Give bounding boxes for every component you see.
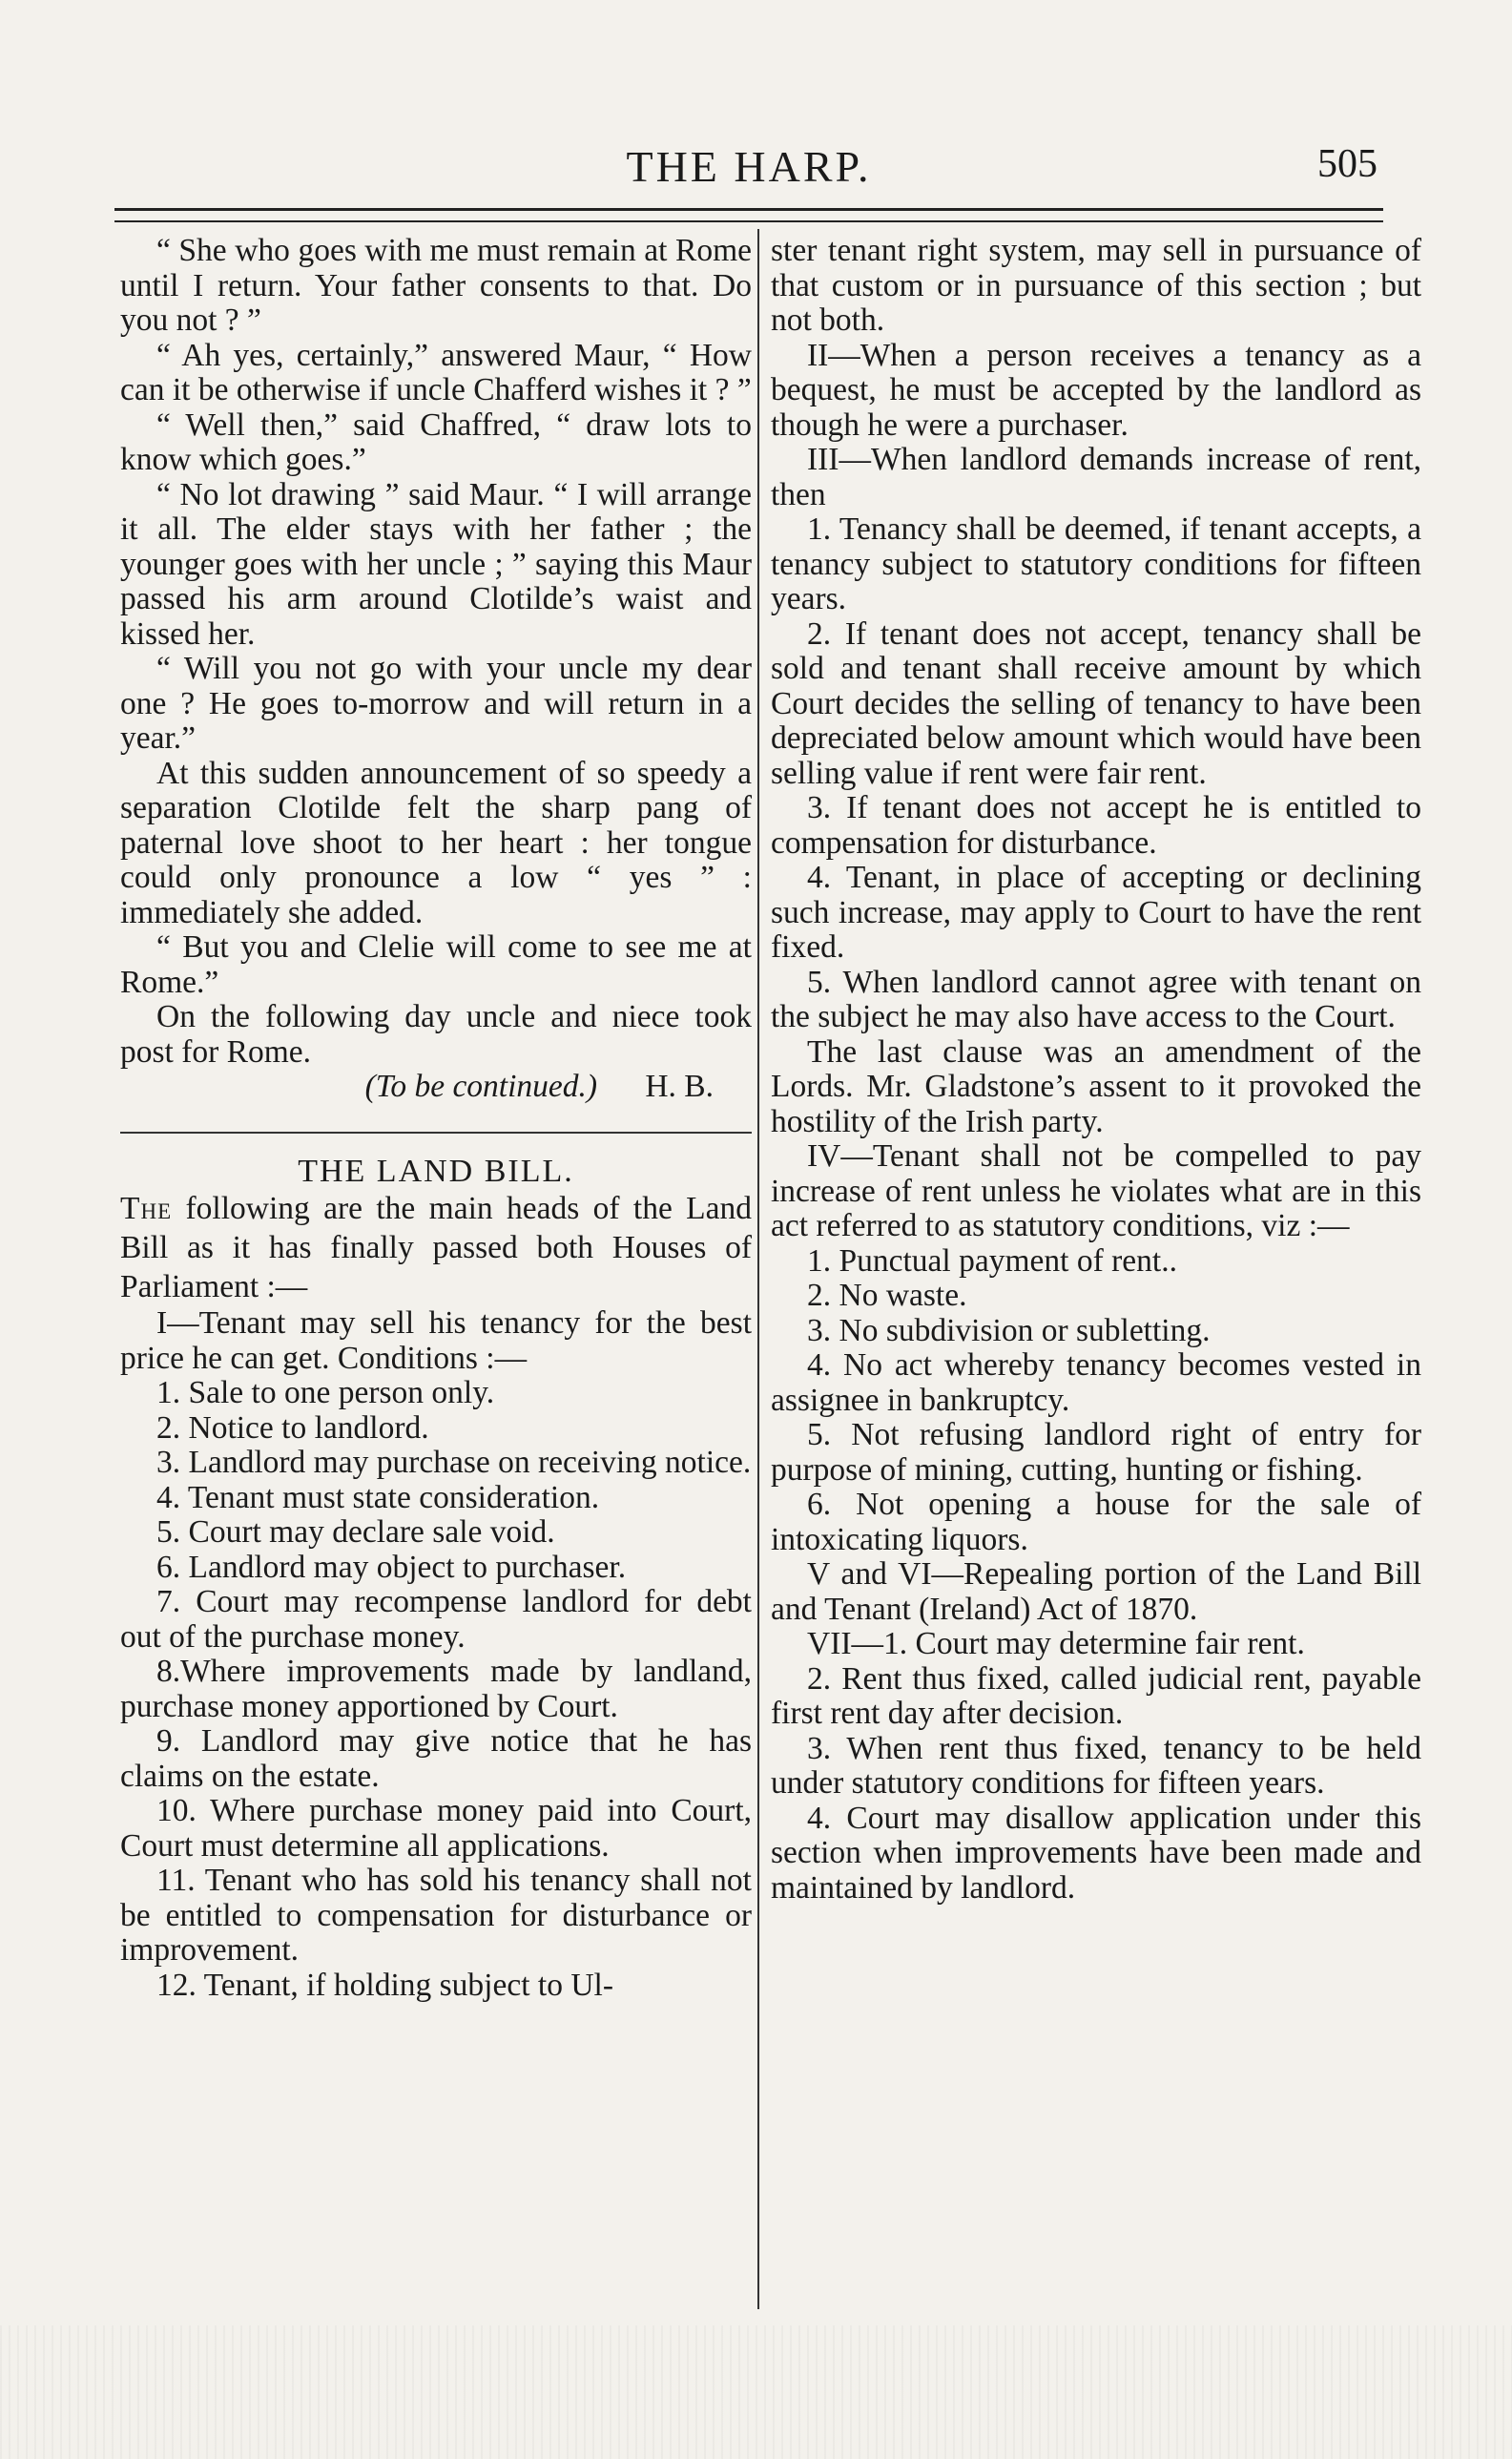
right-paragraph: 2. No waste. [807,1278,967,1313]
publication-title: THE HARP. [626,142,872,191]
condition-item: 1. Sale to one person only. [156,1375,495,1410]
story-paragraph: “ No lot drawing ” said Maur. “ I will arrange it all. The elder stays with her father ; the younger goes with her uncle ; ” saying this Maur passed his arm around Clotilde’s waist and kissed her. [120,476,752,652]
right-paragraph: 4. Court may disallow application under this section when improvements have been made and maintained by landlord. [771,1800,1421,1906]
right-paragraph: 5. Not refusing landlord right of entry for purpose of mining, cutting, hunting or fishing. [771,1417,1421,1488]
column-divider [757,229,759,2309]
right-paragraph: ster tenant right system, may sell in pursuance of that custom or in pursuance of this section ; but not both. [771,233,1421,338]
story-paragraph: “ Well then,” said Chaffred, “ draw lots to know which goes.” [120,406,752,477]
condition-item: 3. Landlord may purchase on receiving notice. [156,1445,752,1480]
right-paragraph: 5. When landlord cannot agree with tenant on the subject he may also have access to the Court. [771,964,1421,1034]
to-be-continued: (To be continued.) [364,1069,598,1104]
right-paragraph: VII—1. Court may determine fair rent. [807,1626,1305,1661]
right-paragraph: 1. Punctual payment of rent.. [807,1242,1177,1279]
story-paragraph: On the following day uncle and niece took post for Rome. [120,999,752,1070]
story-paragraph: “ She who goes with me must remain at Rome until I return. Your father consents to that. Do you not ? ” [120,233,752,338]
section-rule [120,1132,752,1134]
story-paragraph: “ But you and Clelie will come to see me at Rome.” [120,929,752,1000]
right-paragraph: III—When landlord demands increase of rent, then [771,442,1421,512]
right-paragraph: 4. No act whereby tenancy becomes vested in assignee in bankruptcy. [771,1347,1421,1418]
right-paragraph: V and VI—Repealing portion of the Land Bill and Tenant (Ireland) Act of 1870. [771,1556,1421,1627]
condition-item: 10. Where purchase money paid into Court, Court must determine all applications. [120,1793,752,1864]
intro-text: following are the main heads of the Land Bill as it has finally passed both Houses of Parliament :— [120,1191,752,1304]
right-paragraph: II—When a person receives a tenancy as a bequest, he must be accepted by the landlord as though he were a purchaser. [771,337,1421,443]
page-number: 505 [1317,142,1377,186]
right-paragraph: 1. Tenancy shall be deemed, if tenant accepts, a tenancy subject to statutory conditions for fifteen years. [771,511,1421,616]
right-paragraph: 3. If tenant does not accept he is entitled to compensation for disturbance. [771,790,1421,861]
intro-lead-word: The [120,1191,173,1226]
right-paragraph: 2. Rent thus fixed, called judicial rent, payable first rent day after decision. [771,1660,1421,1731]
condition-item: 12. Tenant, if holding subject to Ul- [156,1967,613,2003]
condition-item: 8.Where improvements made by landland, purchase money apportioned by Court. [120,1654,752,1724]
story-paragraph: At this sudden announcement of so speedy a separation Clotilde felt the sharp pang of paternal love shoot to her heart : her tongue could only pronounce a low “ yes ” : immediately she added. [120,755,752,930]
story-paragraph: “ Will you not go with your uncle my dear one ? He goes to-morrow and will return in a year.” [120,651,752,756]
condition-item: 7. Court may recompense landlord for debt out of the purchase money. [120,1584,752,1655]
left-column [120,234,752,2003]
right-column [771,234,1421,1906]
right-paragraph: 3. No subdivision or subletting. [807,1312,1211,1348]
condition-item: 11. Tenant who has sold his tenancy shall not be entitled to compensation for disturbance or improvement. [120,1863,752,1968]
condition-item: 9. Landlord may give notice that he has claims on the estate. [120,1723,752,1794]
condition-item: 5. Court may declare sale void. [156,1514,555,1550]
right-paragraph: 6. Not opening a house for the sale of intoxicating liquors. [771,1487,1421,1557]
story-caption [120,1070,752,1105]
right-paragraph: IV—Tenant shall not be compelled to pay increase of rent unless he violates what are in this act referred to as statutory conditions, viz :— [771,1138,1421,1243]
section-title: THE LAND BILL. [298,1153,574,1189]
condition-item: 6. Landlord may object to purchaser. [156,1549,627,1585]
heading-one: I—Tenant may sell his tenancy for the best price he can get. Conditions :— [120,1305,752,1376]
right-paragraph: 3. When rent thus fixed, tenancy to be held under statutory conditions for fifteen years. [771,1730,1421,1801]
right-paragraph: The last clause was an amendment of the Lords. Mr. Gladstone’s assent to it provoked the hostility of the Irish party. [771,1033,1421,1139]
condition-item: 4. Tenant must state consideration. [156,1479,600,1515]
condition-item: 2. Notice to landlord. [156,1409,429,1446]
intro-paragraph [120,1189,752,1306]
author-initials: H. B. [645,1069,714,1104]
page-header [114,134,1383,200]
paper-texture [0,2325,1512,2459]
right-paragraph: 2. If tenant does not accept, tenancy shall be sold and tenant shall receive amount by which Court decides the selling of tenancy to have been depreciated below amount which would have been selling value if rent were fair rent. [771,615,1421,791]
header-double-rule [114,208,1383,222]
story-paragraph: “ Ah yes, certainly,” answered Maur, “ How can it be otherwise if uncle Chafferd wishes it ? ” [120,337,752,407]
right-paragraph: 4. Tenant, in place of accepting or declining such increase, may apply to Court to have the rent fixed. [771,860,1421,965]
